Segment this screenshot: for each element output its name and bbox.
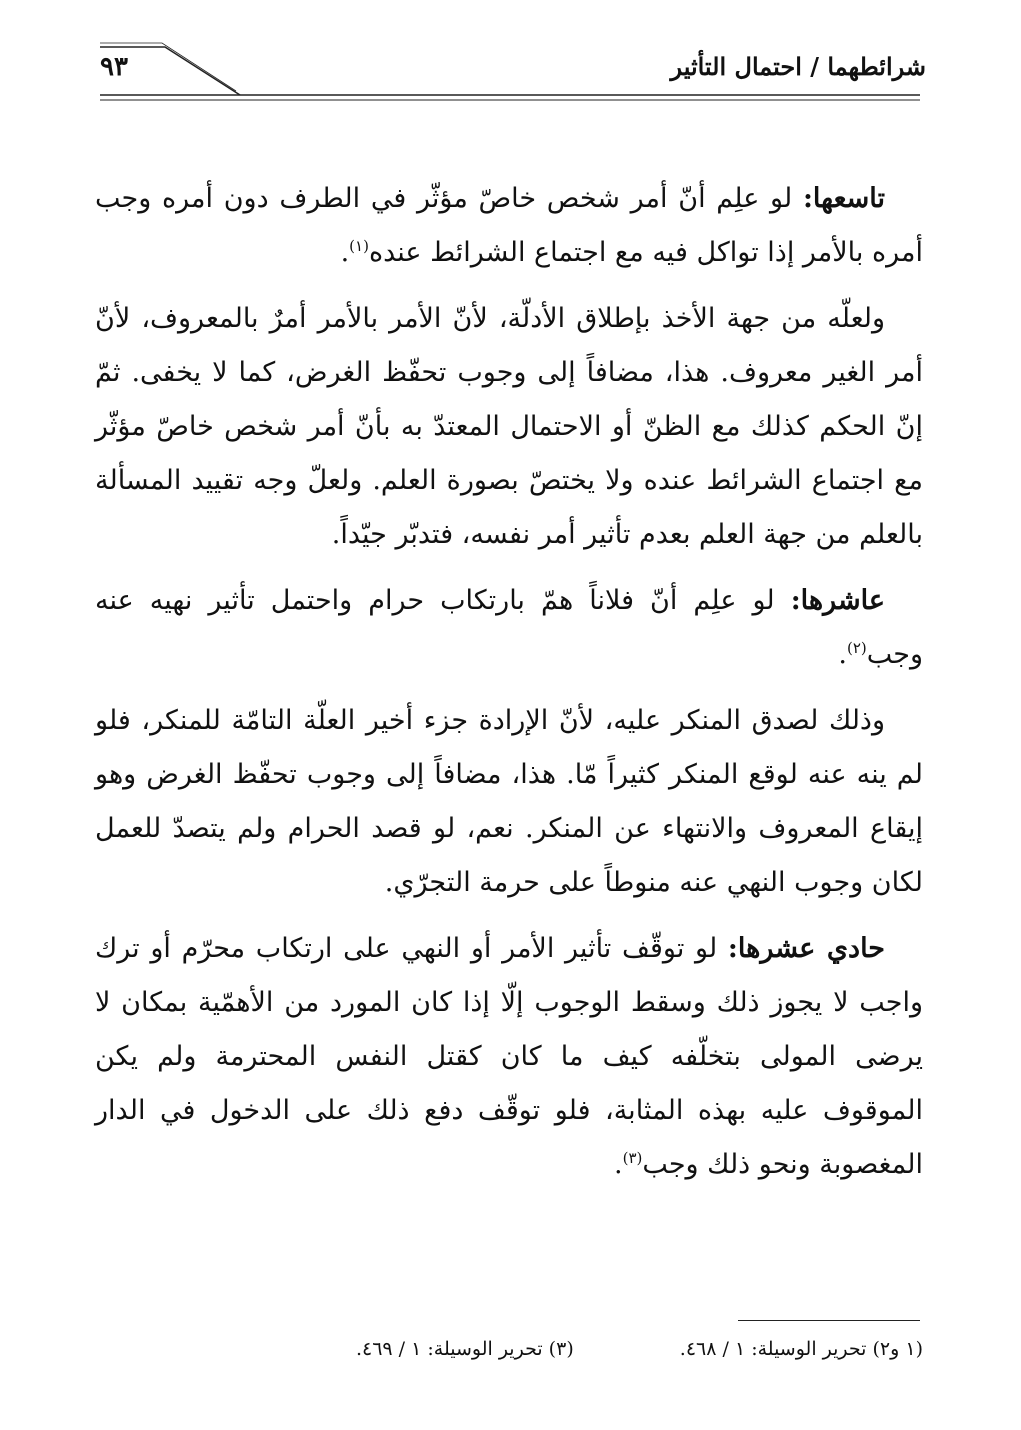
running-header-title: شرائطهما / احتمال التأثير [670, 52, 926, 81]
footnote-separator [738, 1320, 920, 1321]
paragraph-text: لو علِم أنّ فلاناً همّ بارتكاب حرام واحتمل تأثير نهيه عنه وجب [95, 585, 923, 670]
paragraph-lead: حادي عشرها: [727, 933, 885, 964]
footnote: (٣) تحرير الوسيلة: ١ / ٤٦٩. [355, 1338, 574, 1360]
paragraph-text: ولعلّه من جهة الأخذ بإطلاق الأدلّة، لأنّ الأمر بالأمر أمرٌ بالمعروف، لأنّ أمر الغير معروف. هذا، مضافاً إلى وجوب تحفّظ الغرض، كما لا يخفى. ثمّ إنّ الحكم كذلك مع الظنّ أو الاحتمال المعتدّ به بأنّ أمر شخص خاصّ مؤثّر مع اجتماع الشرائط عنده ولا يختصّ بصورة العلم. ولعلّ وجه تقييد المسألة بالعلم من جهة العلم بعدم تأثير أمر نفسه، فتدبّر جيّداً. [95, 303, 923, 550]
paragraph-lead: تاسعها: [802, 183, 885, 214]
page-header [0, 0, 1021, 110]
main-text [95, 172, 923, 1204]
paragraph [95, 694, 923, 910]
page-number: ٩٣ [100, 52, 128, 82]
paragraph [95, 922, 923, 1192]
paragraph-lead: عاشرها: [790, 585, 885, 616]
paragraph [95, 292, 923, 562]
paragraph-text: وذلك لصدق المنكر عليه، لأنّ الإرادة جزء أخير العلّة التامّة للمنكر، فلو لم ينه عنه لوقع المنكر كثيراً مّا. هذا، مضافاً إلى وجوب تحفّظ الغرض وهو إيقاع المعروف والانتهاء عن المنكر. نعم، لو قصد الحرام ولم يتصدّ للعمل لكان وجوب النهي عنه منوطاً على حرمة التجرّي. [95, 705, 923, 898]
paragraph-text: لو علِم أنّ أمر شخص خاصّ مؤثّر في الطرف دون أمره وجب أمره بالأمر إذا تواكل فيه مع اجتماع الشرائط عنده [95, 183, 923, 268]
footnote: (١ و٢) تحرير الوسيلة: ١ / ٤٦٨. [679, 1338, 923, 1360]
paragraph [95, 172, 923, 280]
paragraph-tail: . [340, 237, 350, 268]
paragraph-tail: . [838, 639, 847, 670]
footnotes [356, 1338, 923, 1360]
paragraph-tail: . [613, 1149, 623, 1180]
paragraph-text: لو توقّف تأثير الأمر أو النهي على ارتكاب محرّم أو ترك واجب لا يجوز ذلك وسقط الوجوب إلّا إذا كان المورد من الأهمّية بمكان لا يرضى المولى بتخلّفه كيف ما كان كقتل النفس المحترمة ولم يكن الموقوف عليه بهذه المثابة، فلو توقّف دفع ذلك على الدخول في الدار المغصوبة ونحو ذلك وجب [95, 933, 923, 1180]
paragraph [95, 574, 923, 682]
footnote-ref: (١) [349, 237, 369, 255]
footnote-ref: (٢) [846, 639, 867, 657]
footnote-ref: (٣) [622, 1149, 643, 1167]
